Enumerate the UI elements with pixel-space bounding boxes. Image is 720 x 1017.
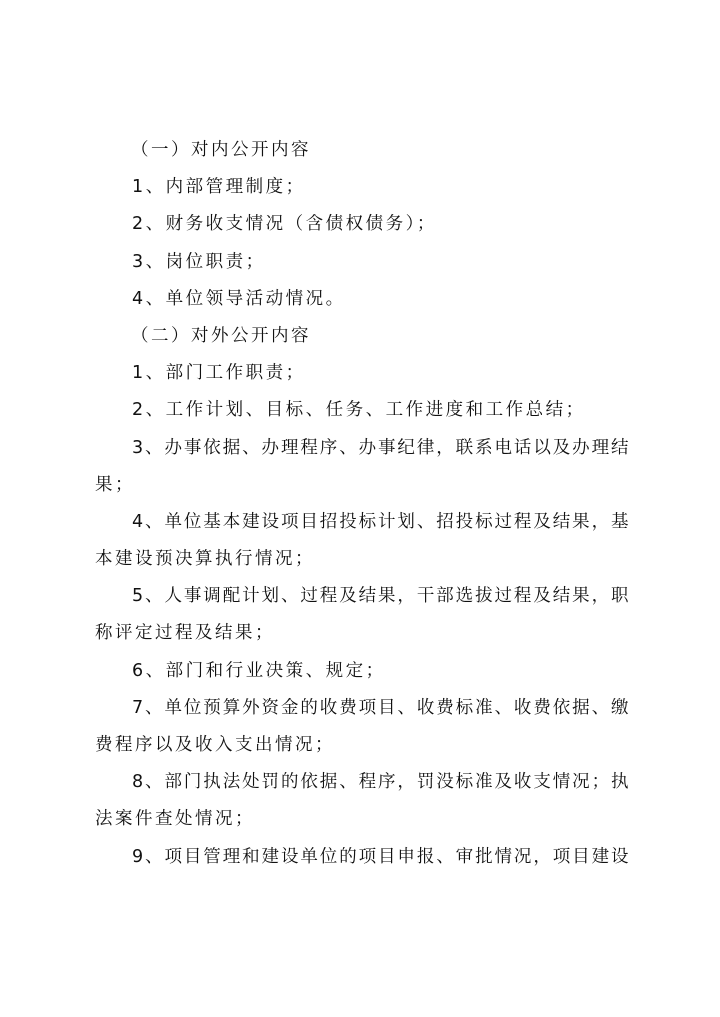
list-item: 6、部门和行业决策、规定； xyxy=(132,660,386,681)
list-item-continuation: 本建设预决算执行情况； xyxy=(95,549,315,570)
list-item-continuation: 费程序以及收入支出情况； xyxy=(95,735,335,755)
list-item-continuation: 称评定过程及结果； xyxy=(95,623,275,644)
document-body xyxy=(95,132,630,876)
list-item: 4、单位领导活动情况。 xyxy=(132,288,346,309)
list-item: 5、人事调配计划、过程及结果，干部选拔过程及结果，职 xyxy=(132,586,630,607)
list-item: 4、单位基本建设项目招投标计划、招投标过程及结果，基 xyxy=(132,511,630,532)
list-item: 8、部门执法处罚的依据、程序，罚没标准及收支情况；执 xyxy=(132,772,630,793)
section-heading-external: （二）对外公开内容 xyxy=(131,325,311,346)
list-item: 7、单位预算外资金的收费项目、收费标准、收费依据、缴 xyxy=(132,697,630,718)
list-item-continuation: 果； xyxy=(95,474,135,495)
list-item: 2、财务收支情况（含债权债务）； xyxy=(132,214,437,235)
list-item: 1、内部管理制度； xyxy=(132,177,306,198)
list-item-continuation: 法案件查处情况； xyxy=(95,809,255,830)
list-item: 9、项目管理和建设单位的项目申报、审批情况，项目建设 xyxy=(132,846,630,867)
list-item: 3、办事依据、办理程序、办事纪律，联系电话以及办理结 xyxy=(132,437,630,458)
list-item: 3、岗位职责； xyxy=(132,251,266,272)
list-item: 2、工作计划、目标、任务、工作进度和工作总结； xyxy=(132,400,586,421)
section-heading-internal: （一）对内公开内容 xyxy=(131,140,311,160)
list-item: 1、部门工作职责； xyxy=(132,363,306,384)
